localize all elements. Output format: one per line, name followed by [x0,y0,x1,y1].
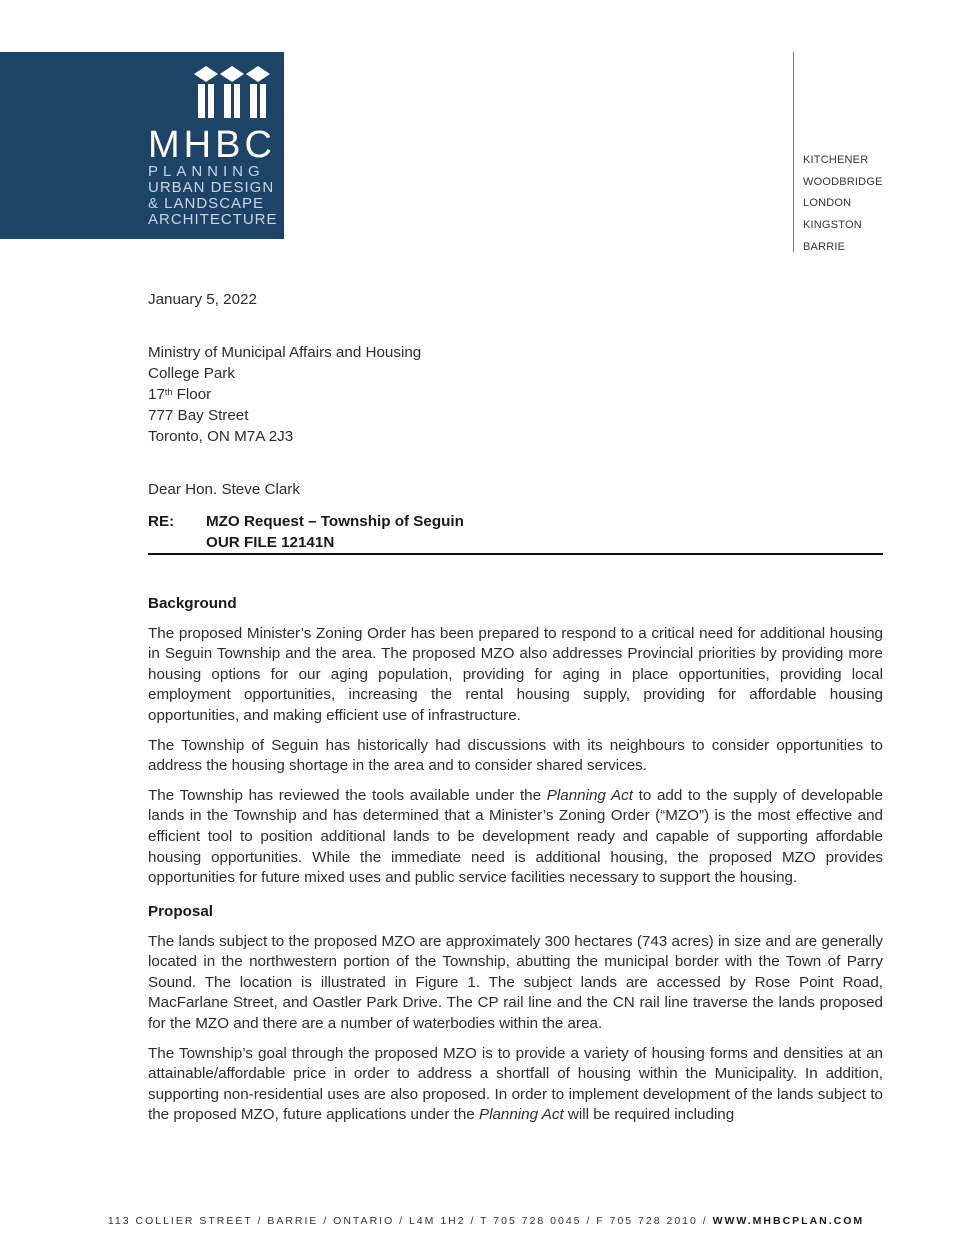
logo-wordmark [148,126,278,228]
salutation: Dear Hon. Steve Clark [148,481,300,498]
address-line: College Park [148,365,235,382]
recipient-address [148,342,883,447]
floor-suffix: th [164,387,173,397]
act-title: Planning Act [478,1106,564,1124]
subject-line: MZO Request – Township of Seguin [206,513,464,530]
footer-website: WWW.MHBCPLAN.COM [712,1215,865,1227]
footer-contact: 113 COLLIER STREET / BARRIE / ONTARIO / L4M 1H2 / T 705 728 0045 / F 705 728 2010 / [107,1215,713,1227]
tagline-line: & LANDSCAPE [148,195,265,212]
paragraph-text: to add to the supply of developable lands in the Township and has determined that a Minister’s Zoning Order (“MZO”) is the most effective and efficient tool to position additional lands to be development ready and capable of supporting affordable housing opportunities. While the immediate need is additional housing, the proposed MZO provides opportunities for future mixed uses and public service facilities necessary to support the housing. [148,786,883,887]
proposal-section [148,902,883,1135]
background-section [148,594,883,898]
address-line: Toronto, ON M7A 2J3 [148,428,294,445]
address-line-floor [148,384,883,405]
paragraph [148,786,883,889]
address-line: Ministry of Municipal Affairs and Housing [148,344,422,361]
firm-name: MHBC [148,124,276,166]
paragraph: The proposed Minister’s Zoning Order has been prepared to respond to a critical need for additional housing in Seguin Township and the area. The proposed MZO also addresses Provincial priorities by providing more housing options for our aging population, providing for aging in place opportunities, providing local employment opportunities, increasing the rental housing supply, providing for affordable housing opportunities, and making efficient use of infrastructure. [148,624,883,724]
paragraph: The Township of Seguin has historically had discussions with its neighbours to consider opportunities to address the housing shortage in the area and to consider shared services. [148,736,883,775]
section-heading: Proposal [148,903,213,920]
act-title: Planning Act [546,786,633,804]
office-item: WOODBRIDGE [803,175,883,188]
logo-block [0,52,284,239]
office-divider [793,52,794,252]
letter-date: January 5, 2022 [148,291,257,308]
paragraph: The lands subject to the proposed MZO are approximately 300 hectares (743 acres) in size and are generally located in the northwestern portion of the Township, abutting the municipal border with the Town of Parry Sound. The location is illustrated in Figure 1. The subject lands are accessed by Rose Point Road, MacFarlane Street, and Oastler Park Drive. The CP rail line and the CN rail line traverse the lands proposed for the MZO and there are a number of waterbodies within the area. [148,932,883,1032]
mhbc-logo-icon [192,64,272,120]
office-item: KITCHENER [803,154,869,166]
paragraph-text: The Township’s goal through the proposed MZO is to provide a variety of housing forms and densities at an attainable/affordable price in order to address a shortfall of housing within the Municipality. In addition, supporting non-residential uses are also proposed. In order to implement development of the lands subject to the proposed MZO, future applications under the [148,1044,883,1124]
subject-label: RE: [148,513,175,530]
section-heading: Background [148,595,237,612]
paragraph [148,1044,883,1126]
paragraph-text: The Township has reviewed the tools available under the [148,786,547,804]
paragraph-text: will be required including [563,1106,735,1124]
floor-word: Floor [172,386,212,403]
file-number: OUR FILE 12141N [206,534,335,551]
office-list [803,150,883,259]
tagline-line: PLANNING [148,163,265,180]
floor-number: 17 [148,386,165,403]
footer-address [0,1215,972,1227]
address-line: 777 Bay Street [148,407,249,424]
office-item: LONDON [803,197,852,210]
tagline-line: ARCHITECTURE [148,211,278,228]
subject-divider [148,553,883,555]
office-item: BARRIE [803,240,846,253]
tagline-line: URBAN DESIGN [148,179,275,196]
office-item: KINGSTON [803,219,862,232]
